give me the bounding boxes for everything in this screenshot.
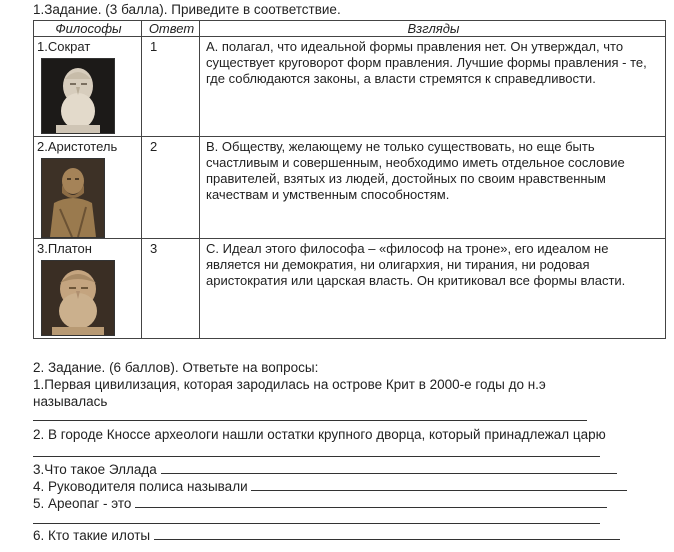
- answer-cell: 3: [142, 239, 200, 339]
- view-cell: В. Обществу, желающему не только существовать, но еще быть счастливым и совершенным, необходимо иметь отдельное сословие правителей, взятых из людей, достойных по своим нравственным качествам и умственным способностям.: [200, 137, 666, 239]
- question-3: 3.Что такое Эллада: [33, 462, 157, 477]
- question-6: 6. Кто такие илоты: [33, 528, 151, 543]
- philosopher-name: 3.Платон: [37, 241, 92, 256]
- answer-blank-1[interactable]: [33, 420, 587, 421]
- table-row: [34, 137, 666, 239]
- answer-blank-5b[interactable]: [33, 523, 600, 524]
- table-header-row: [34, 21, 666, 37]
- matching-table: [33, 20, 666, 339]
- header-philosophers: Философы: [34, 21, 142, 37]
- question-2: 2. В городе Кноссе археологи нашли остатки крупного дворца, который принадлежал царю: [33, 427, 606, 442]
- answer-blank-6[interactable]: [154, 527, 620, 540]
- task2-title: 2. Задание. (6 баллов). Ответьте на вопросы:: [33, 360, 319, 375]
- plato-portrait-image: [41, 260, 115, 336]
- aristotle-portrait-image: [41, 158, 105, 238]
- philosopher-name: 2.Аристотель: [37, 139, 118, 154]
- answer-blank-5[interactable]: [135, 495, 607, 508]
- answer-cell: 2: [142, 137, 200, 239]
- question-3-row: [33, 461, 617, 477]
- socrates-portrait-image: [41, 58, 115, 134]
- philosopher-cell: [34, 37, 142, 137]
- table-row: [34, 239, 666, 339]
- answer-cell: 1: [142, 37, 200, 137]
- header-answer: Ответ: [142, 21, 200, 37]
- table-row: [34, 37, 666, 137]
- header-views: Взгляды: [200, 21, 666, 37]
- question-5-row: [33, 495, 607, 511]
- question-1-line-1: 1.Первая цивилизация, которая зародилась на острове Крит в 2000-е годы до н.э: [33, 377, 546, 392]
- question-4: 4. Руководителя полиса называли: [33, 479, 248, 494]
- question-4-row: [33, 478, 627, 494]
- question-6-row: [33, 527, 620, 543]
- question-5: 5. Ареопаг - это: [33, 496, 132, 511]
- view-cell: А. полагал, что идеальной формы правления нет. Он утверждал, что существует круговорот форм правления. Лучшие формы правления - те, где соблюдаются законы, а власти стремятся к справедливости.: [200, 37, 666, 137]
- view-cell: С. Идеал этого философа – «философ на троне», его идеалом не является ни демократия, ни олигархия, ни тирания, ни родовая аристократия или царская власть. Он критиковал все формы власти.: [200, 239, 666, 339]
- answer-blank-2[interactable]: [33, 456, 600, 457]
- task1-title: 1.Задание. (3 балла). Приведите в соответствие.: [33, 2, 341, 17]
- philosopher-cell: [34, 239, 142, 339]
- answer-blank-4[interactable]: [251, 478, 627, 491]
- answer-blank-3[interactable]: [161, 461, 617, 474]
- philosopher-name: 1.Сократ: [37, 39, 91, 54]
- question-1-line-2: называлась: [33, 394, 108, 409]
- philosopher-cell: [34, 137, 142, 239]
